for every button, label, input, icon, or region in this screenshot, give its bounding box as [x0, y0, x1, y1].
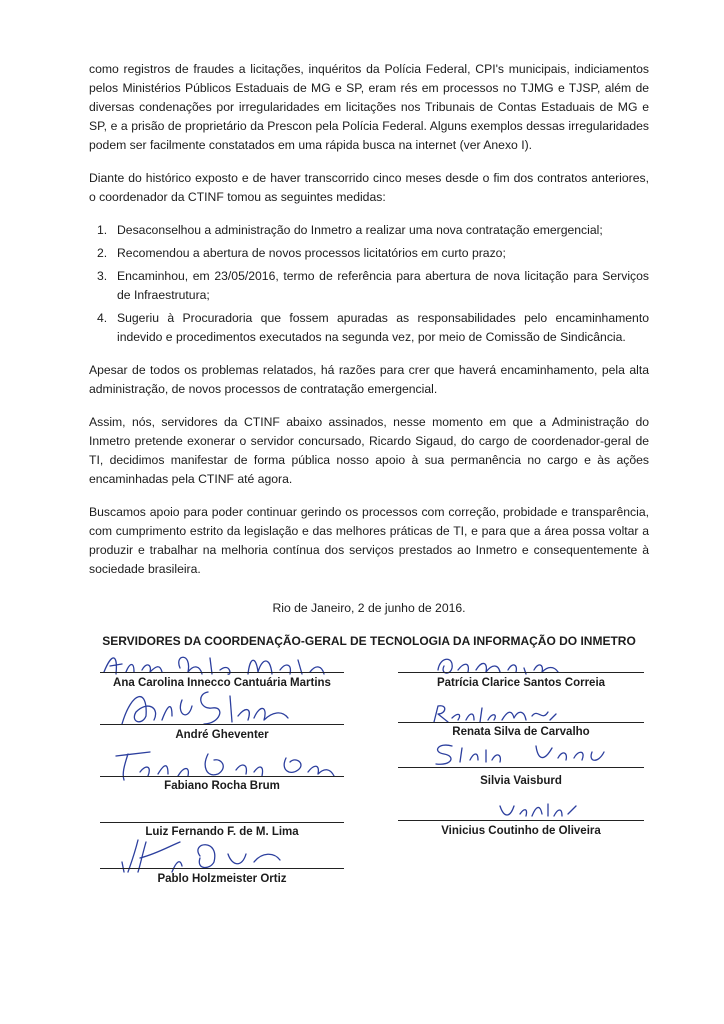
signatory-name: Vinicius Coutinho de Oliveira — [441, 825, 601, 837]
signatory-name: Luiz Fernando F. de M. Lima — [145, 826, 299, 838]
paragraph-problems: Apesar de todos os problemas relatados, há razões para crer que haverá encaminhamento, pela alta administração, de novos processos de contratação emergencial. — [89, 363, 649, 396]
measures-list — [89, 221, 649, 347]
signature-patricia — [432, 650, 572, 680]
signatory-name: Patrícia Clarice Santos Correia — [436, 677, 606, 689]
signatory-name: Fabiano Rocha Brum — [164, 780, 280, 792]
signatory-name: Silvia Vaisburd — [480, 775, 562, 787]
list-item-number: 4. — [97, 311, 108, 325]
paragraph-goals: Buscamos apoio para poder continuar gerindo os processos com correção, probidade e transparência, com cumprimento estrito da legislação e das melhores práticas de TI, e para que a área possa voltar a produzir e trabalhar na melhoria contínua dos serviços prestados ao Inmetro e consequentemente à sociedade brasileira. — [89, 505, 649, 576]
paragraph-fraud-history: como registros de fraudes a licitações, inquéritos da Polícia Federal, CPI's municipais, indiciamentos pelos Ministérios Públicos Estaduais de MG e SP, eram rés em processos no TJMG e TJSP, além de diversas condenações por irregularidades em licitações nos Tribunais de Contas Estaduais de MG e SP, e a prisão de proprietário da Prescon pela Polícia Federal. Alguns exemplos dessas irregularidades podem ser facilmente constatados em uma rápida busca na internet (ver Anexo I). — [89, 62, 649, 152]
place-date: Rio de Janeiro, 2 de junho de 2016. — [272, 601, 466, 615]
signature-andre — [112, 686, 302, 730]
signatories-heading: SERVIDORES DA COORDENAÇÃO-GERAL DE TECNOLOGIA DA INFORMAÇÃO DO INMETRO — [102, 634, 636, 648]
paragraph-support: Assim, nós, servidores da CTINF abaixo assinados, nesse momento em que a Administração do Inmetro pretende exonerar o servidor concursado, Ricardo Sigaud, do cargo de coordenador-geral de TI, decidimos manifestar de forma pública nosso apoio à sua permanência no cargo e às ações encaminhadas pela CTINF até agora. — [89, 415, 649, 486]
signatory-name: Ana Carolina Innecco Cantuária Martins — [113, 677, 331, 689]
list-item-text: Encaminhou, em 23/05/2016, termo de referência para abertura de nova licitação para Serviços de Infraestrutura; — [117, 269, 649, 302]
list-item-text: Desaconselhou a administração do Inmetro a realizar uma nova contratação emergencial; — [117, 223, 603, 237]
list-item-number: 3. — [97, 269, 108, 283]
list-item-number: 1. — [97, 223, 108, 237]
list-item — [89, 221, 649, 240]
list-item — [89, 267, 649, 305]
signature-silvia — [426, 738, 616, 770]
paragraph-measures-intro: Diante do histórico exposto e de haver transcorrido cinco meses desde o fim dos contratos anteriores, o coordenador da CTINF tomou as seguintes medidas: — [89, 171, 649, 204]
signature-renata — [430, 700, 560, 728]
signature-vinicius — [496, 798, 586, 822]
signatory-name: Pablo Holzmeister Ortiz — [157, 873, 287, 885]
signature-pablo — [116, 832, 286, 876]
list-item — [89, 244, 649, 263]
list-item — [89, 309, 649, 347]
signatory-name: André Gheventer — [175, 729, 269, 741]
signature-fabiano — [110, 746, 340, 782]
signature-ana-carolina — [100, 648, 340, 682]
list-item-number: 2. — [97, 246, 108, 260]
list-item-text: Recomendou a abertura de novos processos licitatórios em curto prazo; — [117, 246, 506, 260]
signatory-name: Renata Silva de Carvalho — [452, 726, 590, 738]
list-item-text: Sugeriu à Procuradoria que fossem apuradas as responsabilidades pelo encaminhamento indevido e procedimentos executados na segunda vez, por meio de Comissão de Sindicância. — [117, 311, 649, 344]
document-body — [89, 60, 649, 651]
